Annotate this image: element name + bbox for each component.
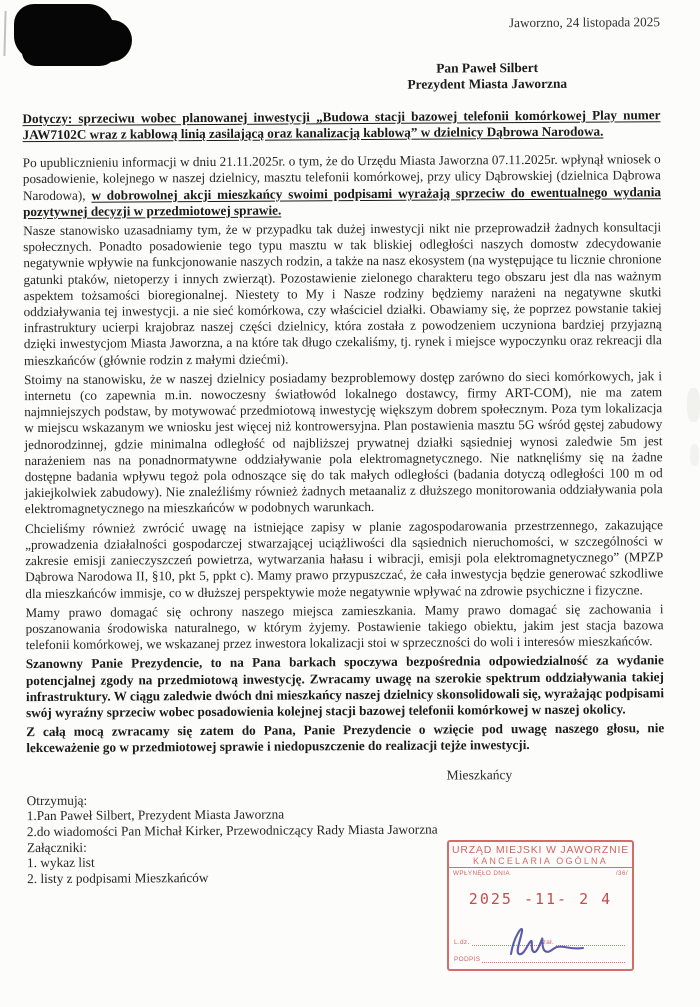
attachment-line-1: 1. wykaz list — [26, 855, 95, 871]
addressee-block — [22, 59, 660, 96]
stamp-date: 2025 -11- 2 4 — [468, 890, 613, 908]
addressee-name: Pan Paweł Silbert — [436, 59, 539, 76]
registry-stamp — [447, 840, 634, 971]
recipient-line-2: 2.do wiadomości Pan Michał Kirker, Przewodniczący Rady Miasta Jaworzna — [26, 821, 438, 840]
addressee-title: Prezydent Miasta Jaworzna — [407, 76, 568, 93]
stamp-received-label: WPŁYNĘŁO DNIA — [453, 870, 510, 877]
paragraph-1-intro: Po upublicznieniu informacji w dniu 21.11.2025r. o tym, że do Urzędu Miasta Jaworzna 07.11.2025r. wpłynął wniosek o posadowienie, kolejnego w naszej dzielnicy, masztu telefonii komórkowej, przy ulicy Dąbrowskiej (dzielnica Dąbrowa Narodowa), — [22, 151, 661, 203]
body-paragraph-3: Stoimy na stanowisku, że w naszej dzielnicy posiadamy bezproblemowy dostęp zarówno do sieci komórkowych, jak i internetu (co zapewnia m.in. nowoczesny światłowód lokalnego dostawcy, firmy ART-COM), nie ma zatem najmniejszych podstaw, by motywować przedmiotową inwestycję większym dobrem społecznym. Poza tym lokalizacja w miejscu wskazanym we wniosku jest więcej niż kontrowersyjna. Plan postawienia masztu 5G wśród gęstej zabudowy jednorodzinnej, gdzie minimalna odległość od najbliższej prywatnej działki sąsiedniej wynosi zaledwie 5m jest narażeniem nas na ponadnormatywne oddziaływanie pola elektromagnetycznego. Nie natknęliśmy się na żadne dostępne badania wpływu tegoż pola odnoszące się do tak małych odległości (badania dotyczą odległości 100 m od jakiejkolwiek zabudowy). Nie znaleźliśmy również żadnych metaanaliz z dłuższego monitorowania oddziaływania pola elektromagnetycznego na mieszkańców w podobnych warunkach. — [24, 368, 663, 517]
stamp-received-row — [449, 868, 632, 877]
body-paragraph-2: Nasze stanowisko uzasadniamy tym, że w przypadku tak dużej inwestycji nikt nie przeprowadził żadnych konsultacji społecznych. Ponadto posadowienie tego typu masztu w tak bliskiej odległości naszych domostw zdecydowanie negatywnie wpływie na funkcjonowanie naszych rodzin, a także na nasz ekosystem (na występujące tu licznie chronione gatunki ptaków, nietoperzy i innych zwierząt). Pozostawienie zielonego charakteru tego obszaru jest dla nas ważnym aspektem tożsamości bioregionalnej. Niestety to My i Nasze rodziny będziemy narażeni na negatywne skutki oddziaływania tej inwestycji. a nie sieć komórkowa, czy właściciel działki. Obawiamy się, że poprzez powstanie takiej infrastruktury ucierpi krajobraz naszej części dzielnicy, która została z powodzeniem uczyniona bardziej przyjazną dzięki inwestycjom Miasta Jaworzna, a na które tak długo czekaliśmy, tj. rynek i miejsce wypoczynku oraz rekreacji dla mieszkańców (głównie rodzin z małymi dziećmi). — [23, 219, 662, 368]
stamp-office-name: URZĄD MIEJSKI W JAWORZNIE — [451, 844, 630, 856]
subject-line: Dotyczy: sprzeciwu wobec planowanej inwestycji „Budowa stacji bazowej telefonii komórkowej Play numer JAW7102C wraz z kablową linią zasilającą oraz kanalizacją kablową” w dzielnicy Dąbrowa Narodowa. — [22, 107, 661, 143]
stamp-signature-label: PODPIS — [454, 956, 481, 963]
stamp-ref-note: /36/ — [615, 870, 628, 877]
body-paragraph-4: Chcieliśmy również zwrócić uwagę na istniejące zapisy w planie zagospodarowania przestrzennego, zakazujące „prowadzenia działalności gospodarczej stwarzającej uciążliwości dla sąsiednich nieruchomości, w szczególności w zakresie emisji zanieczyszczeń powietrza, wytwarzania hałasu i wibracji, emisji pola elektromagnetycznego” (MPZP Dąbrowa Narodowa II, §10, pkt 5, ppkt c). Mamy prawo przypuszczać, że cała inwestycja będzie generować szkodliwe dla mieszkańców immisje, co w dłuższej perspektywie może negatywnie wpływać na zdrowie psychiczne i fizyczne. — [24, 516, 664, 601]
distribution-label: Otrzymują: — [26, 792, 88, 808]
paragraph-1-emphasis: w dobrowolnej akcji mieszkańcy swoimi podpisami wyrażają sprzeciw do ewentualnego wydania pozytywnej decyzji w przedmiotowej sprawie. — [23, 183, 661, 219]
handwritten-signature — [495, 920, 587, 966]
stamp-ldz-label: L.dz. — [454, 939, 470, 946]
stamp-office-unit: KANCELARIA OGÓLNA — [473, 856, 608, 866]
attachments-label: Załączniki: — [26, 839, 87, 855]
attachment-line-2: 2. listy z podpisami Mieszkańców — [27, 870, 209, 887]
body-paragraph-5: Mamy prawo domagać się ochrony naszego miejsca zamieszkania. Mamy prawo domagać się zachowania i poszanowania środowiska naturalnego, w którym żyjemy. Postawienie takiego obiektu, jakim jest stacja bazowa telefonii komórkowej, we wskazanej przez inwestora lokalizacji stoi w sprzeczności do woli i interesów mieszkańców. — [25, 600, 664, 653]
dateline: Jaworzno, 24 listopada 2025 — [508, 14, 660, 31]
stamp-header — [449, 842, 632, 868]
body-paragraph-7: Z całą mocą zwracamy się zatem do Pana, Panie Prezydencie o wzięcie pod uwagę naszego głosu, nie lekceważenie go w przedmiotowej sprawie i niedopuszczenie do realizacji tejże inwestycji. — [26, 720, 665, 756]
body-paragraph-6: Szanowny Panie Prezydencie, to na Pana barkach spoczywa bezpośrednia odpowiedzialność za wydanie potencjalnej zgody na przedmiotową inwestycję. Zwracamy uwagę na szerokie spektrum oddziaływania takiej infrastruktury. W ciągu zaledwie dwóch dni mieszkańcy naszej dzielnicy skonsolidowali się, wyrażając podpisami swój wyraźny sprzeciw wobec posadowienia kolejnej stacji bazowej telefonii komórkowej w naszej okolicy. — [25, 652, 665, 721]
recipient-line-1: 1.Pan Paweł Silbert, Prezydent Miasta Jaworzna — [26, 806, 285, 824]
signoff: Mieszkańcy — [446, 766, 513, 783]
stamp-zal-label: zał. — [542, 939, 554, 946]
body-paragraph-1 — [23, 151, 661, 220]
